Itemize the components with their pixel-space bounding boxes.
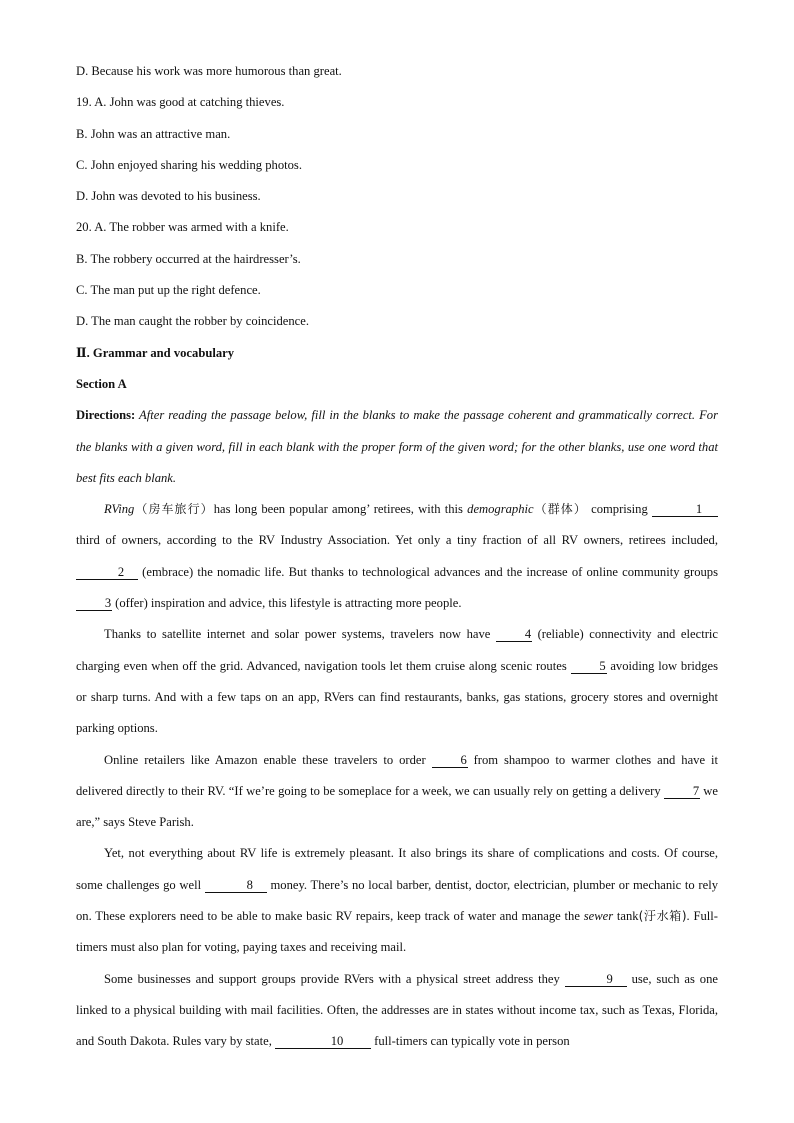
paragraph-5-text-c: full-timers can typically vote in person (371, 1034, 570, 1049)
section-a-heading: Section A (76, 376, 127, 391)
rving-term: RVing (104, 502, 135, 517)
paragraph-1-text-e: (offer) inspiration and advice, this lifestyle is attracting more people. (112, 596, 462, 611)
rving-gloss: （房车旅行） (134, 502, 214, 517)
option-18d: D. Because his work was more humorous than great. (76, 64, 342, 78)
paragraph-2-text-b: (reliable) connectivity and electric charging even when off the grid. Advanced, navigation tools let them cruise along scenic routes (76, 627, 718, 673)
sewer-term: sewer (583, 909, 614, 924)
blank-2[interactable]: 2 (76, 565, 138, 580)
blank-10[interactable]: 10 (275, 1034, 371, 1049)
blank-7[interactable]: 7 (664, 784, 700, 799)
directions-label: Directions: (76, 408, 136, 423)
blank-4[interactable]: 4 (496, 627, 532, 642)
paragraph-2-text-a: Thanks to satellite internet and solar power systems, travelers now have (104, 627, 496, 642)
option-19b: B. John was an attractive man. (76, 126, 231, 141)
paragraph-5-text-b: use, such as one linked to a physical building with mail facilities. Often, the addresses are in states without income tax, such as Texas, Florida, and South Dakota. Rules vary by state, (76, 971, 718, 1049)
paragraph-3-text-b: from shampoo to warmer clothes and have it delivered directly to their RV. “If we’re going to be someplace for a week, we can usually rely on getting a delivery (76, 752, 718, 798)
paragraph-4 (76, 838, 718, 963)
paragraph-2-text-c: avoiding low bridges or sharp turns. And with a few taps on an app, RVers can find restaurants, banks, gas stations, grocery stores and overnight parking options. (76, 658, 718, 736)
paragraph-3-text-a: Online retailers like Amazon enable these travelers to order (104, 752, 432, 767)
paragraph-5 (76, 964, 718, 1058)
paragraph-3 (76, 745, 718, 839)
document-page (76, 56, 718, 1058)
option-20b: B. The robbery occurred at the hairdresser’s. (76, 251, 301, 266)
blank-6[interactable]: 6 (432, 753, 468, 768)
sewer-gloss: (汙水箱) (638, 909, 687, 924)
paragraph-1 (76, 494, 718, 619)
option-20d: D. The man caught the robber by coincidence. (76, 314, 310, 329)
paragraph-4-text-a: Yet, not everything about RV life is extremely pleasant. It also brings its share of complications and costs. Of course, some challenges go well (76, 846, 718, 892)
paragraph-1-text-d: (embrace) the nomadic life. But thanks to technological advances and the increase of online community groups (138, 564, 718, 579)
blank-5[interactable]: 5 (571, 659, 607, 674)
blank-8[interactable]: 8 (205, 878, 267, 893)
paragraph-1-text-c: third of owners, according to the RV Industry Association. Yet only a tiny fraction of all RV owners, retirees included, (76, 533, 718, 548)
paragraph-1-text-b: comprising (586, 502, 652, 517)
blank-3[interactable]: 3 (76, 596, 112, 611)
section-heading: Ⅱ. Grammar and vocabulary (76, 345, 235, 360)
paragraph-2 (76, 619, 718, 744)
directions-text: After reading the passage below, fill in the blanks to make the passage coherent and grammatically correct. For the blanks with a given word, fill in each blank with the proper form of the given word; for the other blanks, use one word that best fits each blank. (76, 408, 718, 485)
paragraph-3-text-c: we are,” says Steve Parish. (76, 783, 718, 830)
option-19c: C. John enjoyed sharing his wedding photos. (76, 157, 302, 172)
option-19a: 19. A. John was good at catching thieves. (76, 95, 285, 110)
paragraph-1-text-a: has long been popular among’ retirees, with this (213, 502, 468, 517)
paragraph-4-text-d: . Full-timers must also plan for voting, paying taxes and receiving mail. (76, 909, 718, 955)
option-20a: 20. A. The robber was armed with a knife. (76, 220, 289, 235)
directions (76, 400, 718, 494)
paragraph-4-text-c: tank (613, 909, 639, 924)
blank-1[interactable]: 1 (652, 502, 718, 517)
option-20c: C. The man put up the right defence. (76, 283, 261, 298)
paragraph-5-text-a: Some businesses and support groups provide RVers with a physical street address they (104, 971, 565, 986)
blank-9[interactable]: 9 (565, 972, 627, 987)
demographic-term: demographic (467, 502, 534, 517)
paragraph-4-text-b: money. There’s no local barber, dentist, doctor, electrician, plumber or mechanic to rely on. These explorers need to be able to make basic RV repairs, keep track of water and manage the (76, 877, 718, 924)
option-19d: D. John was devoted to his business. (76, 189, 261, 204)
demographic-gloss: （群体） (533, 502, 587, 517)
